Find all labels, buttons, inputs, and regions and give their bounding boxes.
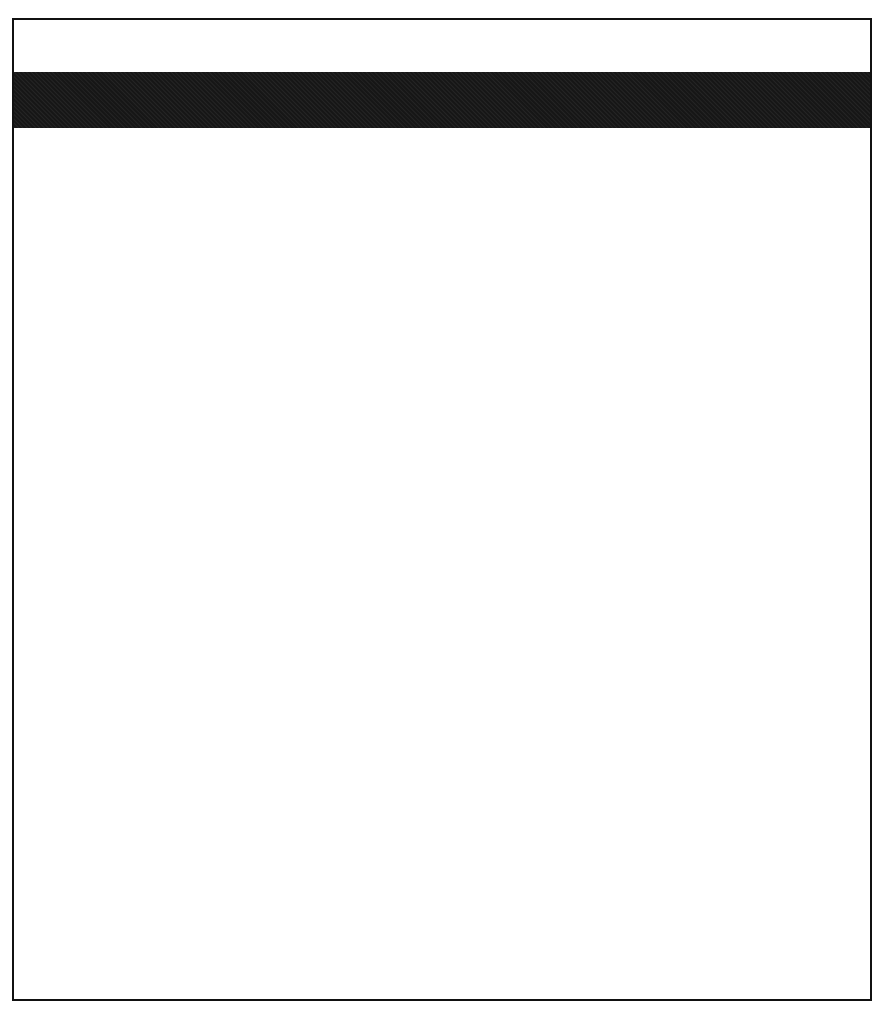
table-header bbox=[14, 72, 870, 128]
page-title bbox=[14, 20, 870, 72]
catalog-table bbox=[12, 18, 872, 1001]
